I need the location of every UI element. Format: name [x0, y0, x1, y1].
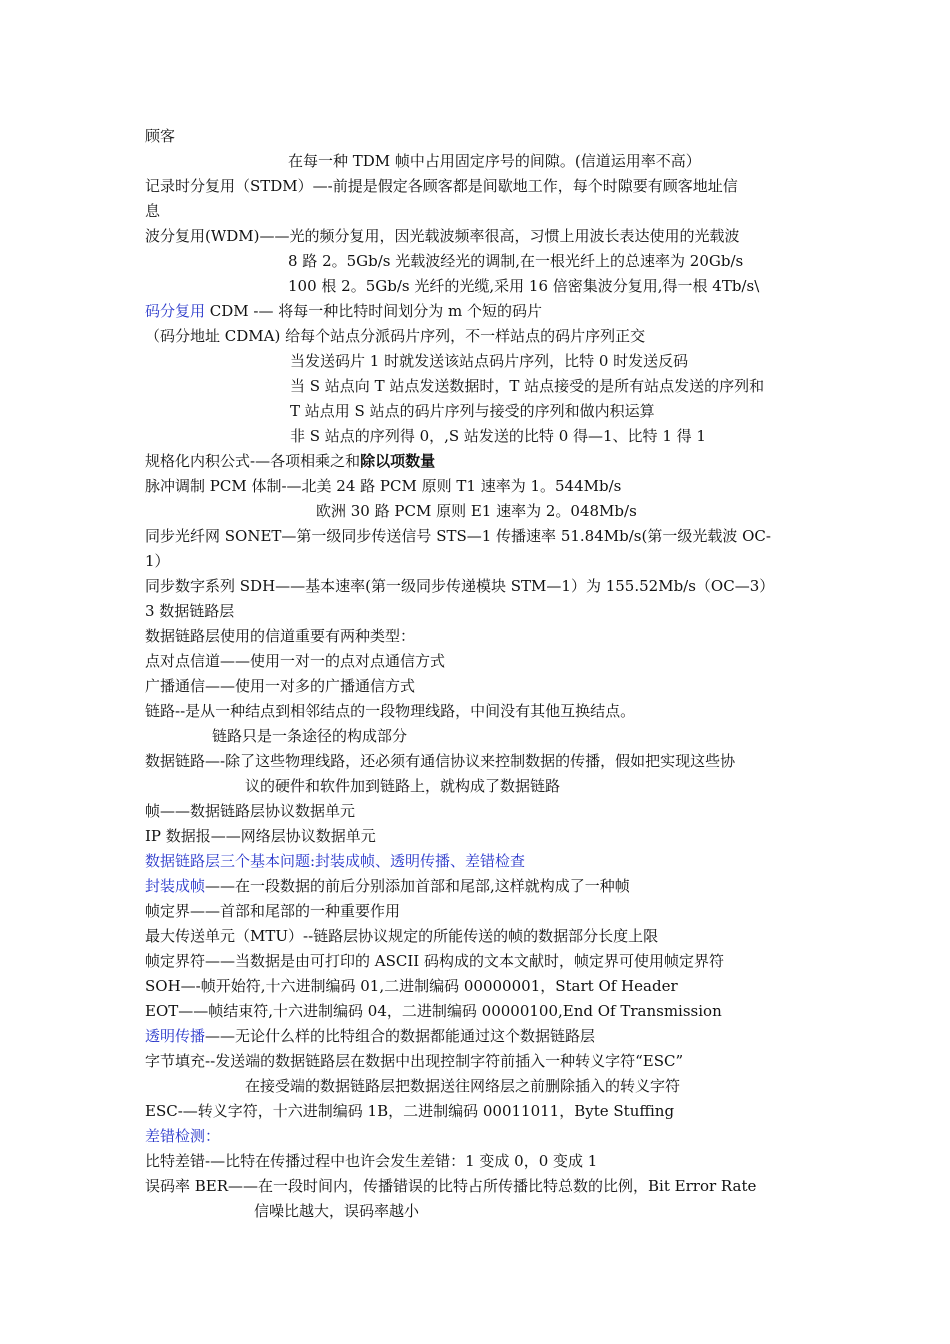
text-line: 比特差错-—比特在传播过程中也许会发生差错：1 变成 0，0 变成 1 [145, 1152, 598, 1170]
text-span: ——无论什么样的比特组合的数据都能通过这个数据链路层 [205, 1027, 596, 1045]
text-line: T 站点用 S 站点的码片序列与接受的序列和做内积运算 [290, 402, 655, 420]
text-line: 帧定界符——当数据是由可打印的 ASCII 码构成的文本文献时，帧定界可使用帧定界符 [145, 952, 724, 970]
bold-term: 除以项数量 [360, 452, 436, 470]
text-span: 规格化内积公式-—各项相乘之和 [145, 452, 361, 470]
section-heading: 差错检测： [145, 1127, 221, 1145]
text-line: 链路只是一条途径的构成部分 [212, 727, 408, 745]
text-line: 帧定界——首部和尾部的一种重要作用 [145, 902, 401, 920]
text-line: 链路--是从一种结点到相邻结点的一段物理线路，中间没有其他互换结点。 [145, 702, 636, 720]
text-line: 帧——数据链路层协议数据单元 [145, 802, 356, 820]
text-line: 记录时分复用（STDM）—-前提是假定各顾客都是间歇地工作，每个时隙要有顾客地址信 [145, 177, 738, 195]
text-line: 顾客 [145, 127, 176, 145]
text-line: 在接受端的数据链路层把数据送往网络层之前删除插入的转义字符 [245, 1077, 681, 1095]
text-line: 1） [145, 552, 170, 570]
highlight-term: 封装成帧 [145, 877, 206, 895]
text-line: 当 S 站点向 T 站点发送数据时，T 站点接受的是所有站点发送的序列和 [290, 377, 765, 395]
text-line: 最大传送单元（MTU）--链路层协议规定的所能传送的帧的数据部分长度上限 [145, 927, 659, 945]
text-line: 波分复用(WDM)——光的频分复用，因光载波频率很高，习惯上用波长表达使用的光载波 [145, 227, 740, 245]
section-heading: 数据链路层三个基本问题:封装成帧、透明传播、差错检查 [145, 852, 526, 870]
text-span: ——在一段数据的前后分别添加首部和尾部,这样就构成了一种帧 [205, 877, 630, 895]
text-line: （码分地址 CDMA) 给每个站点分派码片序列，不一样站点的码片序列正交 [145, 327, 646, 345]
text-line [145, 874, 630, 898]
text-line: 数据链路—-除了这些物理线路，还必须有通信协议来控制数据的传播，假如把实现这些协 [145, 752, 736, 770]
text-line: 议的硬件和软件加到链路上，就构成了数据链路 [245, 777, 561, 795]
text-line: IP 数据报——网络层协议数据单元 [145, 827, 376, 845]
text-line: 当发送码片 1 时就发送该站点码片序列，比特 0 时发送反码 [290, 352, 689, 370]
text-line: 3 数据链路层 [145, 602, 235, 620]
text-line: EOT——帧结束符,十六进制编码 04，二进制编码 00000100,End Of Transmission [145, 1002, 722, 1020]
text-line: 广播通信——使用一对多的广播通信方式 [145, 677, 416, 695]
highlight-term: 码分复用 [145, 302, 206, 320]
text-line: 非 S 站点的序列得 0，,S 站发送的比特 0 得—1、比特 1 得 1 [290, 427, 706, 445]
text-line: 欧洲 30 路 PCM 原则 E1 速率为 2。048Mb/s [316, 502, 637, 520]
text-line: 同步光纤网 SONET—第一级同步传送信号 STS—1 传播速率 51.84Mb/s(第一级光载波 OC- [145, 527, 771, 545]
text-line: 数据链路层使用的信道重要有两种类型： [145, 627, 416, 645]
text-line [145, 449, 435, 473]
text-line: 息 [145, 202, 161, 220]
text-span: CDM -— 将每一种比特时间划分为 m 个短的码片 [205, 302, 543, 320]
text-line: 同步数字系列 SDH——基本速率(第一级同步传递模块 STM—1）为 155.52Mb/s（OC—3） [145, 577, 775, 595]
highlight-term: 透明传播 [145, 1027, 206, 1045]
text-line: 信噪比越大，误码率越小 [254, 1202, 420, 1220]
text-line: 点对点信道——使用一对一的点对点通信方式 [145, 652, 446, 670]
text-line: SOH—-帧开始符,十六进制编码 01,二进制编码 00000001，Start Of Header [145, 977, 678, 995]
text-line: 100 根 2。5Gb/s 光纤的光缆,采用 16 倍密集波分复用,得一根 4Tb/s\ [288, 277, 760, 295]
text-line: 8 路 2。5Gb/s 光载波经光的调制,在一根光纤上的总速率为 20Gb/s [288, 252, 744, 270]
text-line [145, 1024, 595, 1048]
text-line: 脉冲调制 PCM 体制-—北美 24 路 PCM 原则 T1 速率为 1。544Mb/s [145, 477, 622, 495]
text-line: 误码率 BER——在一段时间内，传播错误的比特占所传播比特总数的比例，Bit Error Rate [145, 1177, 757, 1195]
text-line [145, 299, 542, 323]
text-line: ESC-—转义字符，十六进制编码 1B，二进制编码 00011011，Byte Stuffing [145, 1102, 675, 1120]
text-line: 字节填充--发送端的数据链路层在数据中出现控制字符前插入一种转义字符“ESC” [145, 1052, 684, 1070]
text-line: 在每一种 TDM 帧中占用固定序号的间隙。(信道运用率不高） [288, 152, 701, 170]
